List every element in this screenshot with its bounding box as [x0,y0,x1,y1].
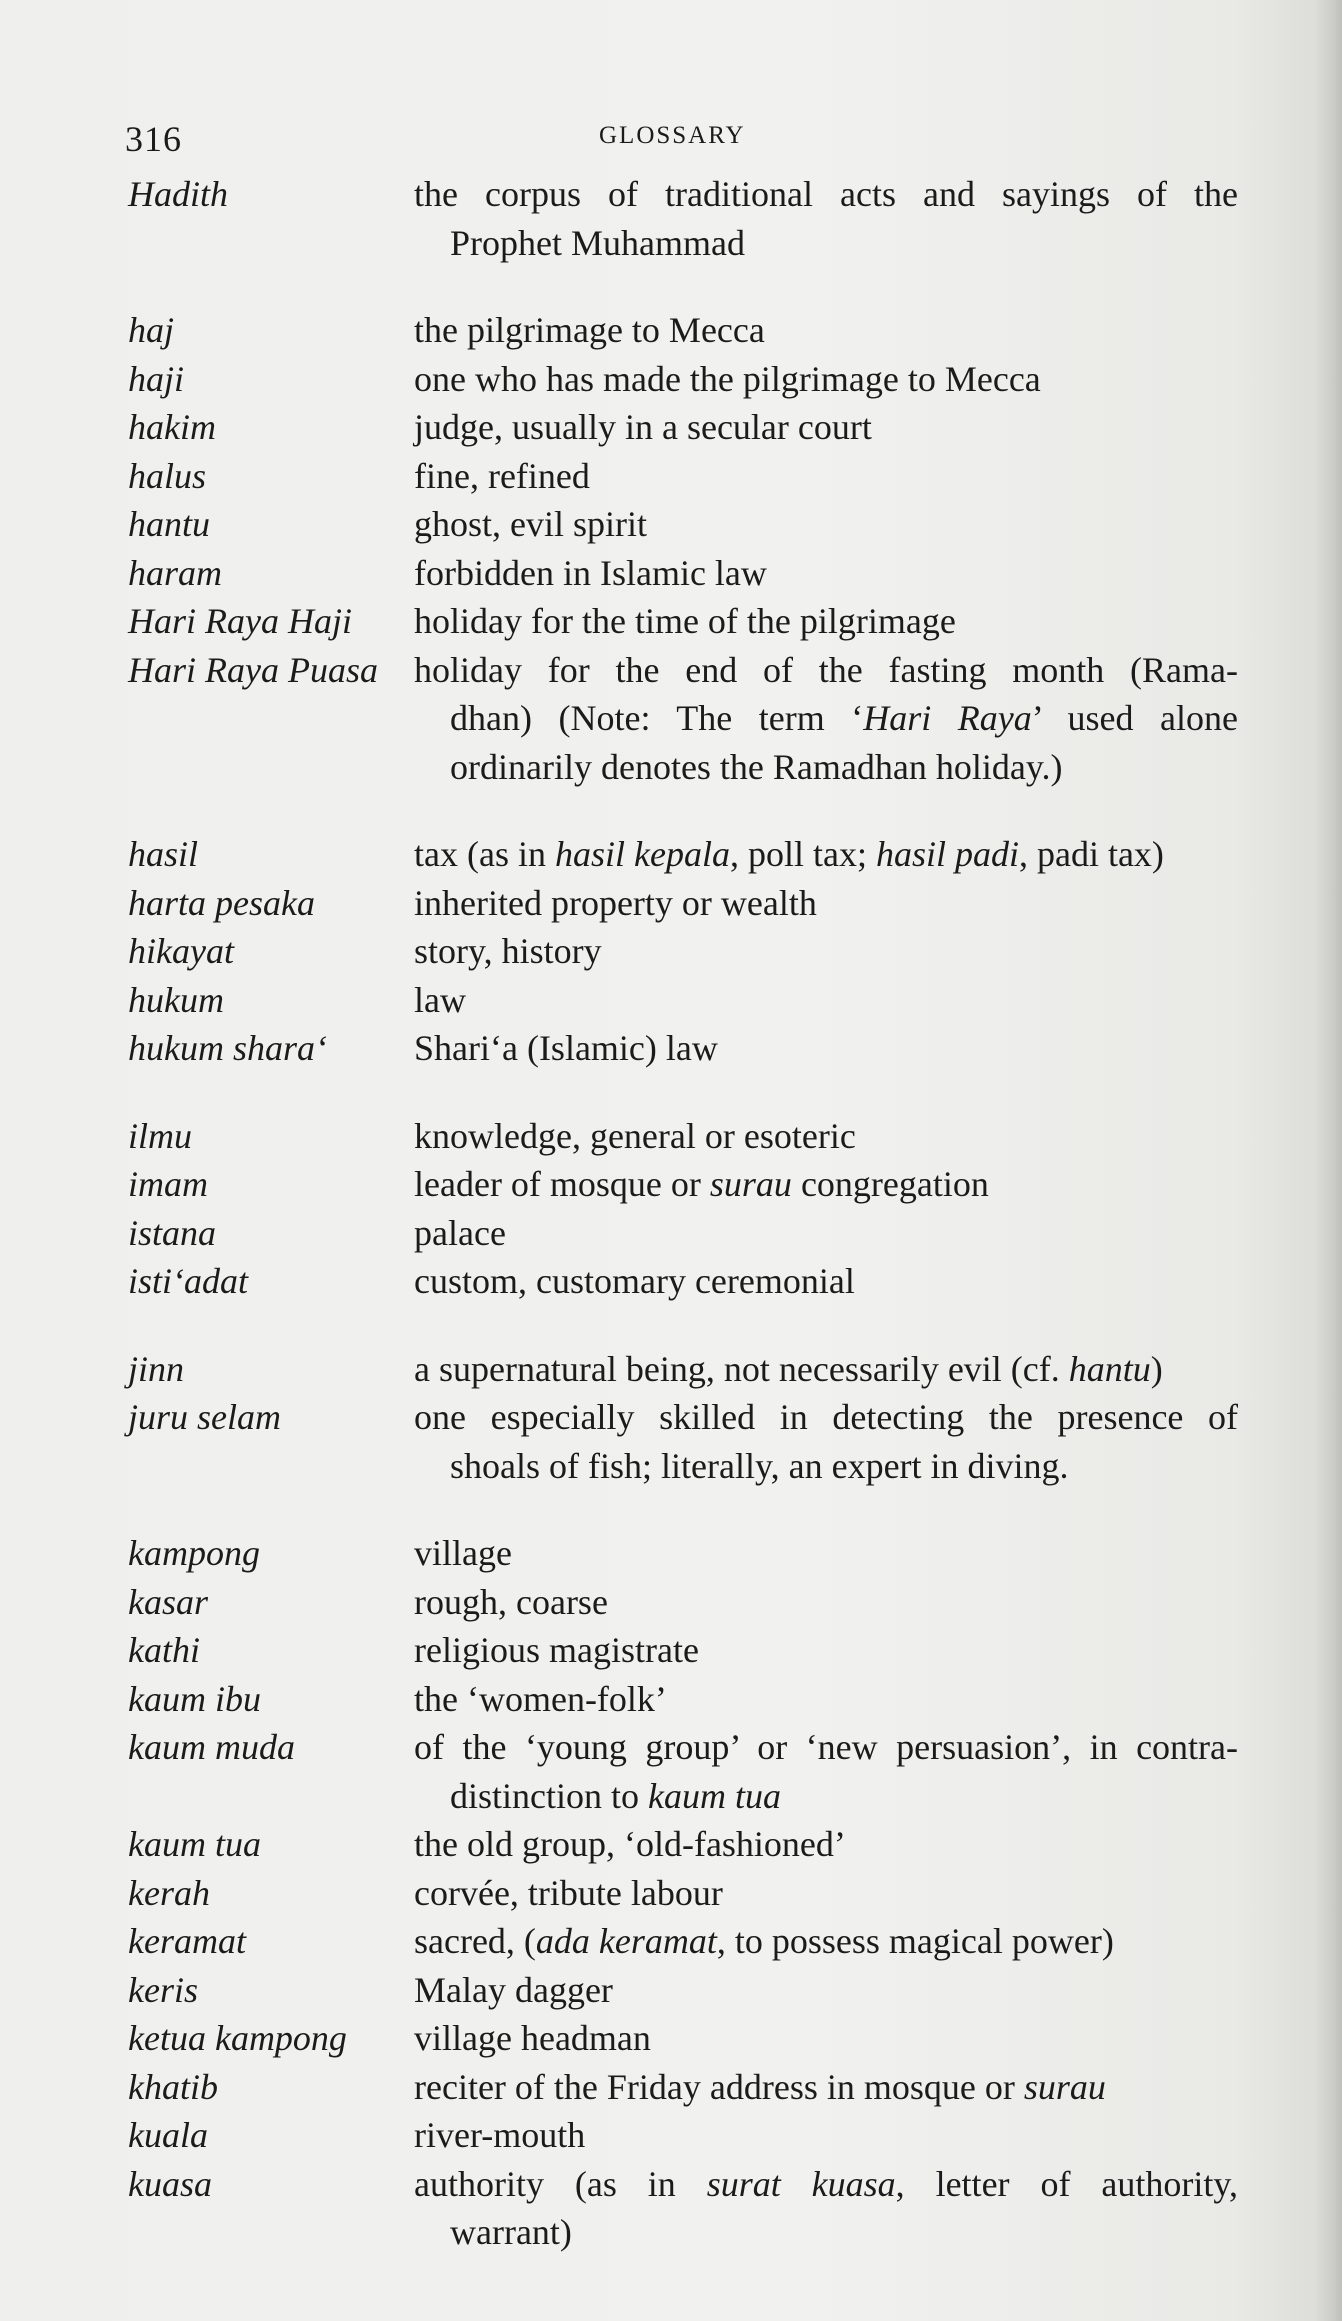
glossary-term: hantu [128,504,211,544]
glossary-entry [128,597,1238,646]
glossary-entry [128,1820,1238,1869]
glossary-term: kampong [128,1533,260,1573]
glossary-entry [128,976,1238,1025]
definition-line [414,1723,1238,1772]
glossary-definition [414,452,1238,501]
definition-line [414,976,1238,1025]
definition-text: holiday for the end of the fasting month (Rama- [414,649,1238,690]
definition-line [414,1442,1238,1491]
glossary-entry [128,1160,1238,1209]
definition-text: tax (as in [414,834,555,874]
running-head [125,118,1225,158]
definition-line [414,549,1238,598]
definition-text: sacred, ( [414,1921,536,1961]
glossary-term: haj [128,310,175,350]
definition-text: the old group, ‘old-fashioned’ [414,1824,846,1864]
glossary-definition [414,1257,1238,1306]
glossary-definition [414,2014,1238,2063]
definition-text: of the ‘young group’ or ‘new persuasion’, in contra- [414,1727,1238,1767]
glossary-entry [128,646,1238,792]
definition-text: ) [1150,1348,1163,1389]
definition-italic-text: surau [709,1164,792,1204]
definition-text: , to possess magical power) [716,1921,1114,1961]
definition-text: , poll tax; [729,834,876,874]
glossary-term: hasil [128,834,199,874]
glossary-term: jinn [128,1348,185,1389]
definition-text: law [414,979,466,1020]
definition-text: village headman [414,2018,651,2058]
definition-text: authority (as in [414,2163,707,2204]
definition-line [414,2208,1238,2257]
glossary-entry [128,1345,1238,1394]
definition-text: the corpus of traditional acts and sayings of the [414,174,1238,214]
definition-text: corvée, tribute labour [414,1872,723,1913]
glossary-definition [414,1869,1238,1918]
glossary-term: harta pesaka [128,882,315,923]
glossary-term: imam [128,1164,208,1204]
definition-italic-text: hasil kepala [554,834,730,874]
definition-line [414,355,1238,404]
definition-text: the pilgrimage to Mecca [414,310,765,350]
definition-line [414,597,1238,646]
definition-line [414,452,1238,501]
glossary-term: Hari Raya Haji [128,601,352,641]
definition-text: dhan) (Note: The term ‘ [450,698,864,738]
glossary-entry [128,2160,1238,2257]
definition-text: , padi tax) [1018,834,1164,874]
definition-italic-text: hasil padi [875,834,1019,874]
glossary-definition [414,1578,1238,1627]
glossary-entry [128,403,1238,452]
glossary-term: hukum shara‘ [128,1028,327,1068]
glossary-entry [128,830,1238,879]
definition-text: ghost, evil spirit [414,504,647,544]
definition-text: custom, customary ceremonial [414,1261,855,1301]
glossary-entry [128,2063,1238,2112]
glossary-entry [128,1209,1238,1258]
definition-text: palace [414,1212,506,1253]
definition-text: ordinarily denotes the Ramadhan holiday.) [450,746,1063,787]
definition-line [414,500,1238,549]
glossary-term: kasar [128,1581,208,1622]
glossary-entry [128,1529,1238,1578]
glossary-definition [414,1723,1238,1820]
definition-line [414,1675,1238,1724]
definition-line [414,1209,1238,1258]
definition-line [414,2160,1238,2209]
definition-line [414,2014,1238,2063]
glossary-term: ketua kampong [128,2018,347,2058]
definition-text: rough, coarse [414,1581,608,1622]
glossary-term: isti‘adat [128,1261,249,1301]
glossary-entry [128,1112,1238,1161]
definition-line [414,1869,1238,1918]
definition-text: knowledge, general or esoteric [414,1115,856,1156]
glossary-term: haram [128,552,223,593]
definition-text: congregation [791,1164,989,1204]
glossary-term: kerah [128,1872,210,1913]
glossary-entry [128,306,1238,355]
definition-text: leader of mosque or [414,1164,710,1204]
glossary-term: halus [128,455,207,496]
page-number: 316 [125,119,182,159]
definition-line [414,1529,1238,1578]
glossary-term: ilmu [128,1115,193,1156]
definition-text: shoals of fish; literally, an expert in diving. [450,1445,1069,1486]
glossary-term: kaum ibu [128,1678,261,1719]
glossary-entry [128,1024,1238,1073]
glossary-definition [414,2160,1238,2257]
glossary-entry [128,500,1238,549]
glossary-definition [414,549,1238,598]
glossary-definition [414,646,1238,792]
glossary-entry [128,1257,1238,1306]
definition-italic-text: surat kuasa [706,2163,896,2204]
glossary-entry [128,927,1238,976]
glossary-term: keris [128,1969,198,2010]
glossary-term: Hadith [128,174,229,214]
glossary-definition [414,500,1238,549]
definition-line [414,1393,1238,1442]
definition-line [414,1160,1238,1209]
glossary-definition [414,1160,1238,1209]
definition-text: village [414,1533,512,1573]
glossary-entry [128,1578,1238,1627]
glossary-definition [414,1024,1238,1073]
glossary-definition [414,1626,1238,1675]
glossary-definition [414,1917,1238,1966]
definition-text: holiday for the time of the pilgrimage [414,601,956,641]
section-title: GLOSSARY [599,122,746,149]
definition-text: Malay dagger [414,1969,613,2010]
glossary-definition [414,1209,1238,1258]
definition-line [414,1024,1238,1073]
definition-line [414,743,1238,792]
definition-line [414,2063,1238,2112]
definition-text: fine, refined [414,455,590,496]
definition-line [414,1820,1238,1869]
definition-line [414,1917,1238,1966]
definition-text: warrant) [450,2212,572,2252]
glossary-term: kuasa [128,2163,212,2204]
glossary-entry [128,2014,1238,2063]
glossary-definition [414,1393,1238,1490]
definition-text: distinction to [450,1775,648,1816]
definition-text: , letter of authority, [895,2163,1238,2204]
glossary-entry [128,1917,1238,1966]
definition-line [414,1345,1238,1394]
definition-line [414,879,1238,928]
glossary-definition [414,597,1238,646]
glossary-entry [128,170,1238,267]
glossary-definition [414,879,1238,928]
glossary-term: kathi [128,1630,200,1670]
definition-line [414,927,1238,976]
definition-line [414,1112,1238,1161]
glossary-definition [414,306,1238,355]
glossary-term: kuala [128,2115,208,2155]
glossary-entry [128,1869,1238,1918]
glossary-definition [414,1675,1238,1724]
definition-italic-text: ada keramat [535,1921,717,1961]
definition-text: story, history [414,931,602,971]
definition-line [414,694,1238,743]
glossary-definition [414,170,1238,267]
glossary-definition [414,355,1238,404]
glossary-term: kaum muda [128,1727,295,1767]
glossary-entry [128,1393,1238,1490]
definition-text: one who has made the pilgrimage to Mecca [414,358,1041,399]
glossary-entry [128,1675,1238,1724]
definition-italic-text: kaum tua [648,1775,781,1816]
definition-text: inherited property or wealth [414,882,817,923]
definition-line [414,1578,1238,1627]
definition-text: the ‘women-folk’ [414,1678,667,1719]
definition-line [414,646,1238,695]
glossary-term: juru selam [128,1397,281,1437]
definition-line [414,1966,1238,2015]
glossary-entry [128,549,1238,598]
definition-line [414,403,1238,452]
definition-line [414,1626,1238,1675]
definition-line [414,1772,1238,1821]
glossary-entry [128,355,1238,404]
page-edge-shadow [1314,0,1342,2321]
glossary-definition [414,1529,1238,1578]
glossary-term: haji [128,358,185,399]
definition-italic-text: surau [1023,2066,1106,2107]
glossary-entry [128,1626,1238,1675]
glossary-definition [414,2111,1238,2160]
definition-text: one especially skilled in detecting the presence of [414,1397,1238,1437]
definition-line [414,2111,1238,2160]
glossary-definition [414,927,1238,976]
definition-line [414,170,1238,219]
definition-line [414,219,1238,268]
definition-italic-text: hantu [1068,1348,1151,1389]
definition-text: judge, usually in a secular court [414,407,872,447]
glossary-list [128,170,1238,2257]
definition-text: religious magistrate [414,1630,699,1670]
glossary-definition [414,1112,1238,1161]
glossary-term: kaum tua [128,1824,261,1864]
definition-text: a supernatural being, not necessarily evil (cf. [414,1348,1069,1389]
definition-italic-text: Hari Raya [863,698,1032,738]
glossary-definition [414,1966,1238,2015]
definition-line [414,1257,1238,1306]
definition-text: reciter of the Friday address in mosque or [414,2066,1024,2107]
definition-text: river-mouth [414,2115,586,2155]
glossary-entry [128,2111,1238,2160]
glossary-definition [414,1345,1238,1394]
glossary-term: hikayat [128,931,234,971]
glossary-definition [414,2063,1238,2112]
glossary-term: istana [128,1212,217,1253]
glossary-entry [128,1723,1238,1820]
definition-line [414,306,1238,355]
glossary-definition [414,976,1238,1025]
glossary-term: hakim [128,407,216,447]
glossary-definition [414,1820,1238,1869]
definition-text: Shari‘a (Islamic) law [414,1028,718,1068]
definition-line [414,830,1238,879]
definition-text: forbidden in Islamic law [414,552,767,593]
glossary-definition [414,403,1238,452]
glossary-definition [414,830,1238,879]
glossary-entry [128,452,1238,501]
glossary-term: keramat [128,1921,246,1961]
glossary-term: khatib [128,2066,218,2107]
glossary-term: Hari Raya Puasa [128,649,378,690]
definition-text: ’ used alone [1031,698,1238,738]
glossary-term: hukum [128,979,224,1020]
glossary-entry [128,879,1238,928]
glossary-entry [128,1966,1238,2015]
definition-text: Prophet Muhammad [450,222,745,263]
